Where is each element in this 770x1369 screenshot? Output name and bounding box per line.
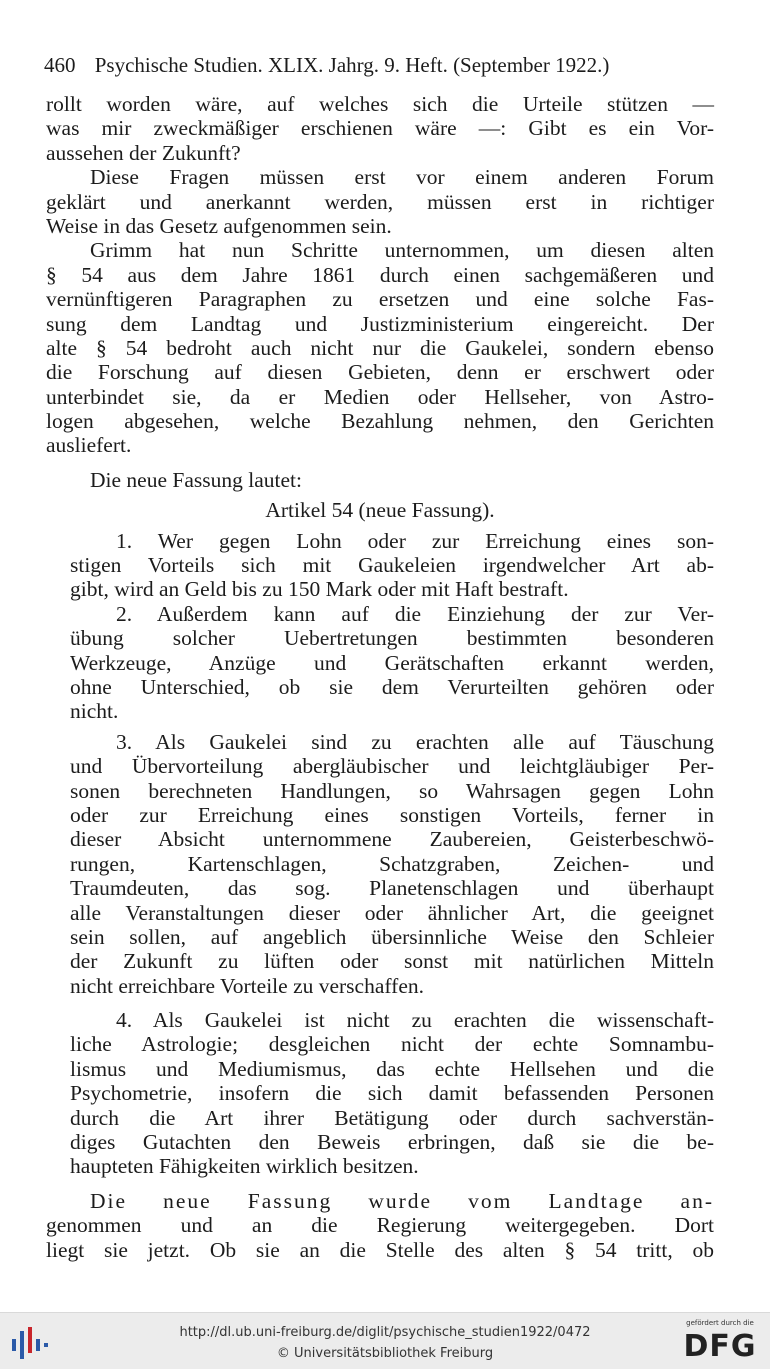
text-line: rungen, Kartenschlagen, Schatzgraben, Zeichen- und <box>70 851 714 876</box>
text-line: der Zukunft zu lüften oder sonst mit natürlichen Mitteln <box>70 949 714 974</box>
text-line: stigen Vorteils sich mit Gaukeleien irgendwelcher Art ab- <box>70 553 714 578</box>
text-line: Traumdeuten, das sog. Planetenschlagen und überhaupt <box>70 876 714 901</box>
text-line: sung dem Landtag und Justizministerium eingereicht. Der <box>46 311 714 336</box>
viewer-footer <box>0 1312 770 1369</box>
text-line: 1. Wer gegen Lohn oder zur Erreichung eines son- <box>116 528 714 553</box>
text-line: und Übervorteilung abergläubischer und leichtgläubiger Per- <box>70 754 714 779</box>
text-line: ausliefert. <box>46 433 132 458</box>
running-title: Psychische Studien. XLIX. Jahrg. 9. Heft. (September 1922.) <box>94 53 610 77</box>
text-line: nicht erreichbare Vorteile zu verschaffen. <box>70 973 424 998</box>
text-line: lismus und Mediumismus, das echte Hellsehen und die <box>70 1056 714 1081</box>
text-line: Die neue Fassung wurde vom Landtage an- <box>90 1188 714 1213</box>
text-line: Werkzeuge, Anzüge und Gerätschaften erkannt werden, <box>70 650 714 675</box>
text-line: nicht. <box>70 699 119 724</box>
text-line: übung solcher Uebertretungen bestimmten besonderen <box>70 626 714 651</box>
article-heading: Artikel 54 (neue Fassung). <box>265 498 495 523</box>
text-line: sonen berechneten Handlungen, so Wahrsagen gegen Lohn <box>70 778 714 803</box>
text-line: unterbindet sie, da er Medien oder Hellseher, von Astro- <box>46 384 714 409</box>
dfg-caption: gefördert durch die <box>686 1319 754 1327</box>
text-line: 2. Außerdem kann auf die Einziehung der zur Ver- <box>116 601 714 626</box>
text-line: gibt, wird an Geld bis zu 150 Mark oder mit Haft bestraft. <box>70 577 569 602</box>
text-line: Grimm hat nun Schritte unternommen, um diesen alten <box>90 238 714 263</box>
text-line: diges Gutachten den Beweis erbringen, daß sie die be- <box>70 1130 714 1155</box>
text-line: logen abgesehen, welche Bezahlung nehmen, den Gerichten <box>46 409 714 434</box>
text-line: 4. Als Gaukelei ist nicht zu erachten die wissenschaft- <box>116 1008 714 1033</box>
page-number: 460 <box>44 53 76 77</box>
text-line: Die neue Fassung lautet: <box>90 467 302 492</box>
body-text <box>46 92 714 1262</box>
text-line: vernünftigeren Paragraphen zu ersetzen und eine solche Fas- <box>46 287 714 312</box>
text-line: alle Veranstaltungen dieser oder ähnlicher Art, die geeignet <box>70 900 714 925</box>
copyright-notice: © Universitätsbibliothek Freiburg <box>276 1346 494 1361</box>
text-line: durch die Art ihrer Betätigung oder durch sachverstän- <box>70 1105 714 1130</box>
text-line: dieser Absicht unternommene Zaubereien, Geisterbeschwö- <box>70 827 714 852</box>
text-line: was mir zweckmäßiger erschienen wäre —: Gibt es ein Vor- <box>46 116 714 141</box>
text-line: aussehen der Zukunft? <box>46 140 241 165</box>
page-header <box>44 50 724 84</box>
text-line: rollt worden wäre, auf welches sich die Urteile stützen — <box>46 92 714 116</box>
text-line: die Forschung auf diesen Gebieten, denn er erschwert oder <box>46 360 714 385</box>
text-line: 3. Als Gaukelei sind zu erachten alle auf Täuschung <box>116 729 714 754</box>
text-line: Diese Fragen müssen erst vor einem anderen Forum <box>90 165 714 190</box>
text-line: alte § 54 bedroht auch nicht nur die Gaukelei, sondern ebenso <box>46 335 714 360</box>
text-line: liegt sie jetzt. Ob sie an die Stelle des alten § 54 tritt, ob <box>46 1237 714 1262</box>
text-line: genommen und an die Regierung weitergegeben. Dort <box>46 1213 714 1238</box>
text-line: § 54 aus dem Jahre 1861 durch einen sachgemäßeren und <box>46 262 714 287</box>
text-line: oder zur Erreichung eines sonstigen Vorteils, ferner in <box>70 802 714 827</box>
text-line: liche Astrologie; desgleichen nicht der echte Somnambu- <box>70 1032 714 1057</box>
text-line: sein sollen, auf angeblich übersinnliche Weise den Schleier <box>70 924 714 949</box>
text-line: ohne Unterschied, ob sie dem Verurteilten gehören oder <box>70 674 714 699</box>
text-line: Weise in das Gesetz aufgenommen sein. <box>46 213 392 238</box>
permalink[interactable]: http://dl.ub.uni-freiburg.de/diglit/psychische_studien1922/0472 <box>179 1325 591 1340</box>
text-line: haupteten Fähigkeiten wirklich besitzen. <box>70 1154 419 1179</box>
dfg-mark: DFG <box>683 1329 757 1364</box>
text-line: geklärt und anerkannt werden, müssen erst in richtiger <box>46 189 714 214</box>
text-line: Psychometrie, insofern die sich damit befassenden Personen <box>70 1081 714 1106</box>
dfg-logo-icon <box>678 1319 762 1365</box>
